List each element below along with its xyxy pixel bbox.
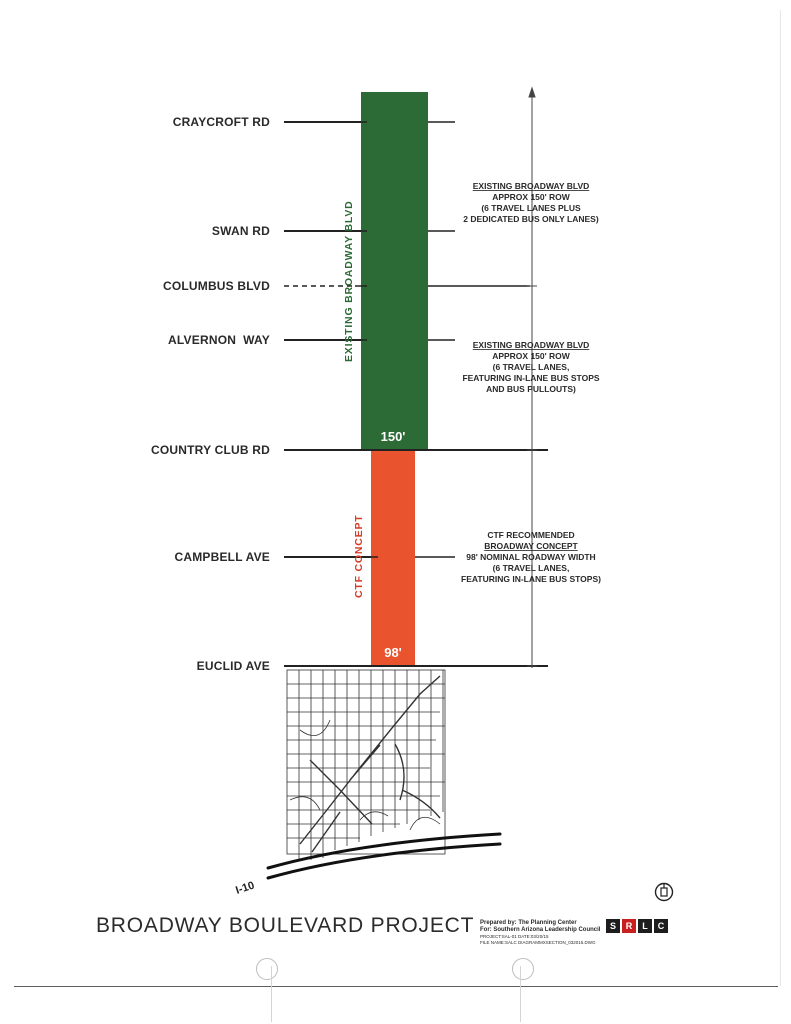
map-secondary-curves [290, 720, 440, 830]
prepared-for: For: Southern Arizona Leadership Council [480, 927, 601, 933]
page-edge [780, 10, 781, 986]
street-label-swan: SWAN RD [211, 224, 270, 238]
ctf-width-label: 98' [384, 645, 402, 660]
fold-line-right [520, 966, 521, 1022]
note-ctf-line-5: FEATURING IN-LANE BUS STOPS) [461, 574, 601, 584]
street-grid-map [287, 670, 445, 860]
bottom-rule [14, 986, 778, 987]
existing-width-label: 150' [380, 429, 406, 444]
note-ctf-segment [461, 530, 601, 584]
note-ctf-line-4: (6 TRAVEL LANES, [492, 563, 570, 573]
note-middle-segment [462, 340, 599, 394]
note-ctf-line-3: 98' NOMINAL ROADWAY WIDTH [466, 552, 596, 562]
dimension-arrow-top [529, 88, 535, 97]
street-label-euclid: EUCLID AVE [196, 659, 270, 673]
note-east-segment [463, 181, 599, 224]
street-labels [151, 115, 270, 673]
logo-letter-r: R [622, 919, 636, 933]
note-east-line-1: EXISTING BROADWAY BLVD [472, 181, 590, 191]
srlc-logo [606, 919, 668, 933]
note-east-line-4: 2 DEDICATED BUS ONLY LANES) [463, 214, 599, 224]
street-label-alvernon: ALVERNON WAY [168, 333, 270, 347]
street-label-columbus: COLUMBUS BLVD [162, 279, 270, 293]
logo-letter-s: S [606, 919, 620, 933]
existing-broadway-bar [361, 92, 428, 450]
fold-line-left [271, 966, 272, 1022]
map-grid-verticals [299, 670, 443, 860]
logo-letter-l: L [638, 919, 652, 933]
note-middle-line-5: AND BUS PULLOUTS) [486, 384, 576, 394]
project-title: BROADWAY BOULEVARD PROJECT [96, 914, 475, 937]
i10-line-south [268, 844, 500, 878]
note-east-line-2: APPROX 150' ROW [492, 192, 570, 202]
punch-hole-left [256, 958, 278, 980]
note-east-line-3: (6 TRAVEL LANES PLUS [481, 203, 581, 213]
ctf-concept-bar [371, 450, 415, 666]
north-arrow-icon [654, 882, 674, 902]
street-label-country-club: COUNTRY CLUB RD [151, 443, 270, 457]
note-middle-line-3: (6 TRAVEL LANES, [492, 362, 570, 372]
street-label-craycroft: CRAYCROFT RD [172, 115, 270, 129]
i10-line-north [268, 834, 500, 868]
note-ctf-line-2: BROADWAY CONCEPT [484, 541, 578, 551]
project-line: PROJECT:SAL-01 DATE:03/20/15 [480, 934, 549, 939]
existing-broadway-vertical-label: EXISTING BROADWAY BLVD [343, 200, 355, 362]
note-middle-line-2: APPROX 150' ROW [492, 351, 570, 361]
file-line: FILE NAME:SALC DIAGRAMMXSECTION_032015.DWG [480, 939, 596, 945]
street-label-campbell: CAMPBELL AVE [174, 550, 270, 564]
i10-label: I-10 [234, 879, 256, 897]
punch-hole-right [512, 958, 534, 980]
ctf-concept-vertical-label: CTF CONCEPT [353, 514, 365, 598]
credits-block [480, 920, 600, 945]
logo-letter-c: C [654, 919, 668, 933]
prepared-by: Prepared by: The Planning Center [480, 920, 577, 926]
note-middle-line-1: EXISTING BROADWAY BLVD [472, 340, 590, 350]
note-middle-line-4: FEATURING IN-LANE BUS STOPS [462, 373, 600, 383]
note-ctf-line-1: CTF RECOMMENDED [487, 530, 575, 540]
